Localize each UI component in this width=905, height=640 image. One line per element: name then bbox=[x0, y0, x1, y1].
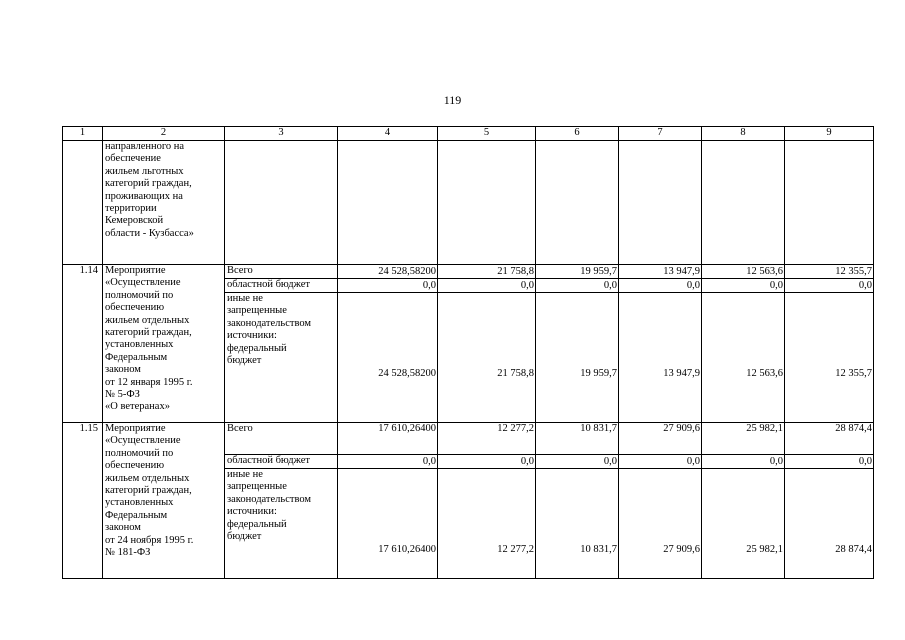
value-cell: 10 831,7 bbox=[536, 469, 619, 579]
value-cell: 13 947,9 bbox=[619, 265, 702, 279]
value-cell: 0,0 bbox=[702, 455, 785, 469]
value-cell: 0,0 bbox=[536, 279, 619, 293]
value-cell: 0,0 bbox=[438, 279, 536, 293]
col-header: 2 bbox=[103, 127, 225, 141]
value-cell: 19 959,7 bbox=[536, 293, 619, 423]
value-cell: 24 528,58200 bbox=[338, 265, 438, 279]
header-row bbox=[63, 127, 874, 141]
value-cell: 13 947,9 bbox=[619, 293, 702, 423]
source-cell bbox=[225, 141, 338, 265]
value-cell: 0,0 bbox=[619, 455, 702, 469]
source-cell: областной бюджет bbox=[225, 455, 338, 469]
value-cell: 28 874,4 bbox=[785, 423, 874, 455]
value-cell: 10 831,7 bbox=[536, 423, 619, 455]
value-cell: 0,0 bbox=[785, 455, 874, 469]
value-cell: 21 758,8 bbox=[438, 265, 536, 279]
value-cell: 27 909,6 bbox=[619, 469, 702, 579]
table-row-continuation bbox=[63, 141, 874, 265]
value-cell: 12 355,7 bbox=[785, 293, 874, 423]
value-cell: 28 874,4 bbox=[785, 469, 874, 579]
value-cell: 12 355,7 bbox=[785, 265, 874, 279]
value-cell: 12 277,2 bbox=[438, 469, 536, 579]
value-cell: 0,0 bbox=[338, 279, 438, 293]
measure-name-cell: направленного на обеспечение жильем льготных категорий граждан, проживающих на территории Кемеровской области - Кузбасса» bbox=[103, 141, 225, 265]
row-number-cell: 1.14 bbox=[63, 265, 103, 423]
value-cell: 0,0 bbox=[338, 455, 438, 469]
col-header: 6 bbox=[536, 127, 619, 141]
value-cell: 12 563,6 bbox=[702, 293, 785, 423]
source-cell: областной бюджет bbox=[225, 279, 338, 293]
value-cell: 0,0 bbox=[702, 279, 785, 293]
source-cell: Всего bbox=[225, 423, 338, 455]
value-cell: 0,0 bbox=[438, 455, 536, 469]
col-header: 1 bbox=[63, 127, 103, 141]
measure-name-cell: Мероприятие «Осуществление полномочий по обеспечению жильем отдельных категорий граждан, установленных Федеральным законом от 24 ноября 1995 г. № 181-ФЗ bbox=[103, 423, 225, 579]
table-row bbox=[63, 265, 874, 279]
value-cell bbox=[702, 141, 785, 265]
table-row bbox=[63, 423, 874, 455]
col-header: 3 bbox=[225, 127, 338, 141]
col-header: 9 bbox=[785, 127, 874, 141]
col-header: 5 bbox=[438, 127, 536, 141]
page-number: 119 bbox=[443, 93, 462, 107]
source-cell: иные не запрещенные законодательством источники: федеральный бюджет bbox=[225, 469, 338, 579]
budget-table bbox=[62, 126, 874, 579]
source-cell: Всего bbox=[225, 265, 338, 279]
value-cell: 17 610,26400 bbox=[338, 469, 438, 579]
value-cell: 25 982,1 bbox=[702, 423, 785, 455]
value-cell bbox=[338, 141, 438, 265]
source-cell: иные не запрещенные законодательством источники: федеральный бюджет bbox=[225, 293, 338, 423]
value-cell: 0,0 bbox=[785, 279, 874, 293]
col-header: 8 bbox=[702, 127, 785, 141]
value-cell: 0,0 bbox=[536, 455, 619, 469]
value-cell bbox=[438, 141, 536, 265]
value-cell bbox=[785, 141, 874, 265]
value-cell: 27 909,6 bbox=[619, 423, 702, 455]
value-cell: 21 758,8 bbox=[438, 293, 536, 423]
value-cell: 19 959,7 bbox=[536, 265, 619, 279]
value-cell: 12 563,6 bbox=[702, 265, 785, 279]
row-number-cell bbox=[63, 141, 103, 265]
col-header: 4 bbox=[338, 127, 438, 141]
value-cell: 25 982,1 bbox=[702, 469, 785, 579]
col-header: 7 bbox=[619, 127, 702, 141]
value-cell bbox=[619, 141, 702, 265]
measure-name-cell: Мероприятие «Осуществление полномочий по обеспечению жильем отдельных категорий граждан, установленных Федеральным законом от 12 января 1995 г. № 5-ФЗ «О ветеранах» bbox=[103, 265, 225, 423]
value-cell: 24 528,58200 bbox=[338, 293, 438, 423]
value-cell: 0,0 bbox=[619, 279, 702, 293]
value-cell: 17 610,26400 bbox=[338, 423, 438, 455]
value-cell: 12 277,2 bbox=[438, 423, 536, 455]
row-number-cell: 1.15 bbox=[63, 423, 103, 579]
value-cell bbox=[536, 141, 619, 265]
